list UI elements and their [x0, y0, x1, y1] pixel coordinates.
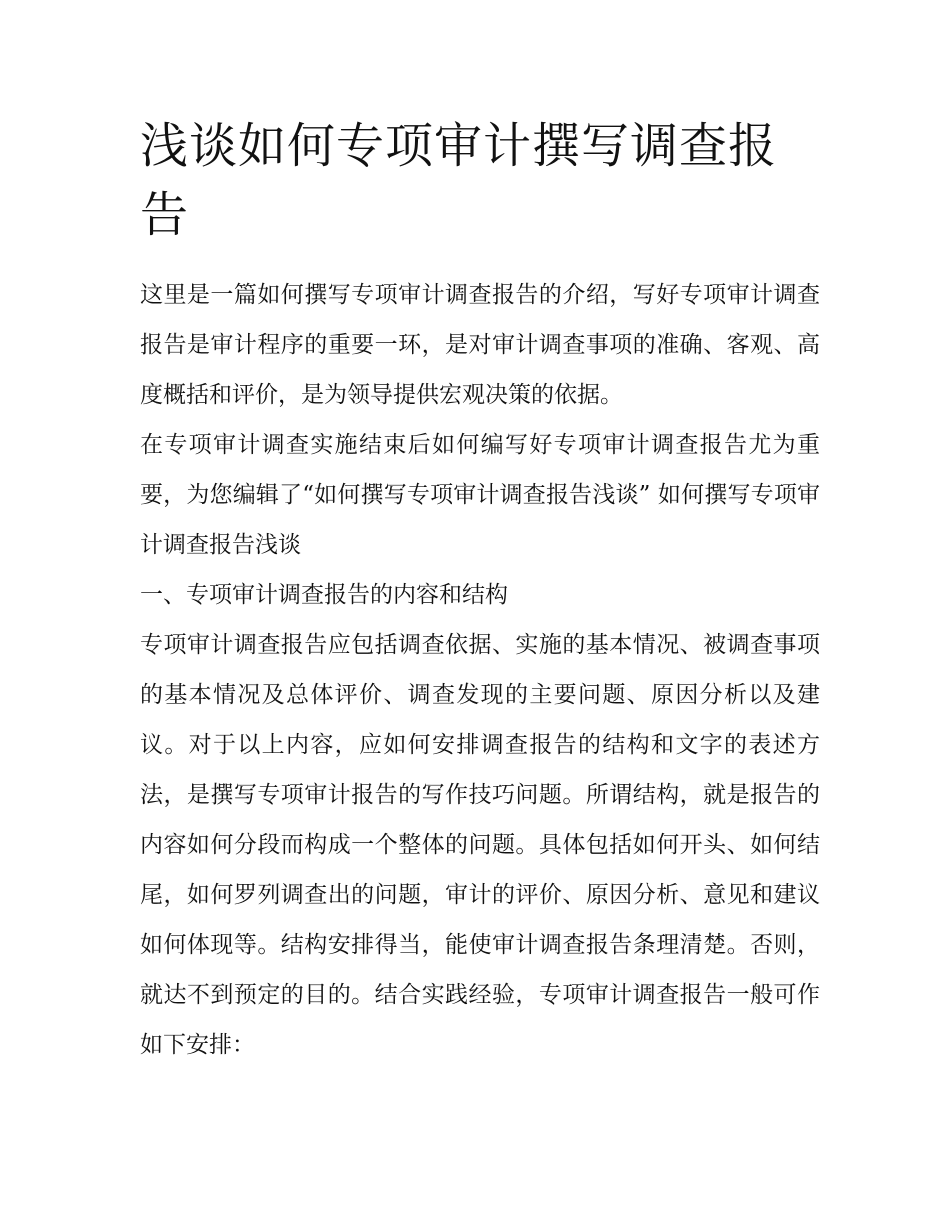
paragraph-context: 在专项审计调查实施结束后如何编写好专项审计调查报告尤为重要，为您编辑了“如何撰写专项审计调查报告浅谈” 如何撰写专项审计调查报告浅谈 — [140, 432, 820, 558]
document-page — [140, 112, 820, 1070]
paragraph-body: 专项审计调查报告应包括调查依据、实施的基本情况、被调查事项的基本情况及总体评价、调查发现的主要问题、原因分析以及建议。对于以上内容，应如何安排调查报告的结构和文字的表述方法，是撰写专项审计报告的写作技巧问题。所谓结构，就是报告的内容如何分段而构成一个整体的问题。具体包括如何开头、如何结尾，如何罗列调查出的问题，审计的评价、原因分析、意见和建议如何体现等。结构安排得当，能使审计调查报告条理清楚。否则，就达不到预定的目的。结合实践经验，专项审计调查报告一般可作如下安排： — [140, 632, 820, 1058]
document-title: 浅谈如何专项审计撰写调查报告 — [140, 118, 778, 243]
paragraph-intro: 这里是一篇如何撰写专项审计调查报告的介绍，写好专项审计调查报告是审计程序的重要一环，是对审计调查事项的准确、客观、高度概括和评价，是为领导提供宏观决策的依据。 — [140, 282, 820, 408]
section-heading: 一、专项审计调查报告的内容和结构 — [140, 582, 508, 608]
